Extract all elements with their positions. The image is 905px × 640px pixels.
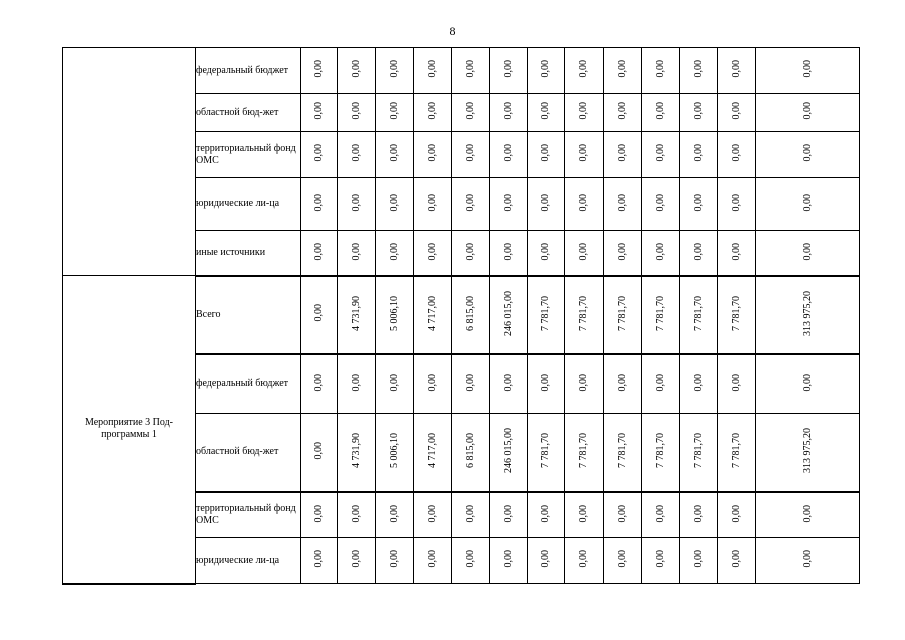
amount-cell (565, 132, 604, 178)
amount-cell (452, 414, 490, 492)
amount-cell (756, 414, 860, 492)
amount-value: 0,00 (654, 504, 666, 522)
amount-cell (301, 414, 338, 492)
amount-value: 0,00 (578, 193, 589, 212)
amount-value: 313 975,20 (801, 290, 813, 336)
amount-value: 0,00 (801, 504, 813, 522)
amount-cell (528, 132, 565, 178)
amount-cell (376, 48, 414, 94)
amount-cell (680, 354, 718, 414)
amount-cell (338, 276, 376, 354)
amount-cell (528, 276, 565, 354)
amount-cell (680, 94, 718, 132)
amount-value: 0,00 (578, 504, 589, 522)
amount-cell (642, 414, 680, 492)
amount-cell (718, 231, 756, 276)
amount-value: 0,00 (801, 550, 813, 568)
amount-cell (414, 132, 452, 178)
amount-cell (376, 538, 414, 584)
amount-value: 0,00 (730, 144, 742, 162)
amount-cell (528, 492, 565, 538)
amount-cell (565, 538, 604, 584)
amount-cell (414, 231, 452, 276)
amount-value: 0,00 (426, 193, 438, 212)
funding-source-cell: территориальный фонд ОМС (196, 132, 301, 178)
amount-cell (680, 276, 718, 354)
amount-cell (376, 354, 414, 414)
amount-cell (565, 48, 604, 94)
amount-cell (376, 276, 414, 354)
amount-value: 0,00 (313, 373, 324, 391)
amount-cell (604, 354, 642, 414)
amount-cell (414, 492, 452, 538)
amount-value: 0,00 (540, 550, 551, 568)
amount-cell (718, 94, 756, 132)
amount-cell (642, 354, 680, 414)
amount-value: 7 781,70 (654, 433, 666, 469)
amount-value: 0,00 (578, 242, 589, 260)
amount-value: 0,00 (426, 504, 438, 522)
amount-value: 0,00 (540, 102, 551, 120)
amount-value: 0,00 (801, 373, 813, 391)
amount-cell (642, 231, 680, 276)
amount-value: 5 006,10 (388, 295, 400, 331)
amount-cell (642, 492, 680, 538)
amount-value: 0,00 (464, 550, 476, 568)
amount-cell (565, 414, 604, 492)
amount-value: 0,00 (654, 550, 666, 568)
amount-cell (490, 354, 528, 414)
amount-cell (604, 48, 642, 94)
event-name-cell: Мероприятие 3 Под-программы 1 (63, 276, 196, 584)
amount-cell (565, 231, 604, 276)
amount-value: 0,00 (426, 373, 438, 391)
page-number: 8 (449, 24, 456, 38)
funding-source-cell: федеральный бюджет (196, 48, 301, 94)
amount-value: 0,00 (350, 193, 362, 212)
amount-cell (338, 48, 376, 94)
amount-value: 0,00 (426, 102, 438, 120)
amount-cell (301, 276, 338, 354)
amount-value: 0,00 (730, 504, 742, 522)
amount-value: 0,00 (388, 242, 400, 260)
amount-cell (301, 48, 338, 94)
amount-value: 4 731,90 (350, 433, 362, 469)
funding-source-cell: юридические ли-ца (196, 178, 301, 231)
amount-value: 0,00 (464, 373, 476, 391)
amount-value: 0,00 (502, 550, 514, 568)
amount-value: 0,00 (313, 550, 324, 568)
amount-cell (490, 231, 528, 276)
amount-cell (756, 354, 860, 414)
amount-cell (528, 354, 565, 414)
amount-value: 0,00 (578, 373, 589, 391)
amount-value: 0,00 (692, 504, 704, 522)
amount-value: 7 781,70 (692, 295, 704, 331)
amount-cell (301, 178, 338, 231)
amount-cell (565, 178, 604, 231)
amount-cell (301, 354, 338, 414)
amount-cell (756, 492, 860, 538)
amount-value: 0,00 (730, 193, 742, 212)
amount-value: 6 815,00 (464, 295, 476, 331)
amount-value: 0,00 (578, 144, 589, 162)
amount-cell (528, 414, 565, 492)
amount-value: 7 781,70 (730, 295, 742, 331)
amount-value: 0,00 (540, 60, 551, 78)
amount-cell (528, 48, 565, 94)
amount-value: 0,00 (692, 242, 704, 260)
amount-cell (565, 492, 604, 538)
amount-value: 0,00 (350, 373, 362, 391)
amount-cell (680, 178, 718, 231)
amount-cell (452, 354, 490, 414)
amount-cell (301, 132, 338, 178)
amount-value: 0,00 (654, 373, 666, 391)
amount-cell (452, 94, 490, 132)
amount-value: 0,00 (801, 144, 813, 162)
amount-value: 0,00 (426, 60, 438, 78)
funding-source-cell: территориальный фонд ОМС (196, 492, 301, 538)
amount-value: 0,00 (616, 102, 628, 120)
amount-value: 0,00 (313, 60, 324, 78)
amount-value: 0,00 (350, 242, 362, 260)
amount-value: 0,00 (540, 373, 551, 391)
amount-cell (490, 276, 528, 354)
amount-cell (680, 414, 718, 492)
amount-cell (642, 94, 680, 132)
amount-value: 246 015,00 (502, 428, 514, 474)
amount-value: 0,00 (616, 504, 628, 522)
amount-value: 0,00 (313, 242, 324, 260)
amount-cell (756, 94, 860, 132)
amount-value: 0,00 (692, 373, 704, 391)
amount-value: 0,00 (350, 504, 362, 522)
amount-value: 0,00 (313, 442, 324, 460)
amount-value: 0,00 (801, 242, 813, 260)
event-name-cell (63, 48, 196, 276)
amount-value: 0,00 (313, 102, 324, 120)
amount-value: 7 781,70 (578, 295, 589, 331)
amount-cell (604, 414, 642, 492)
amount-cell (642, 538, 680, 584)
amount-value: 0,00 (654, 144, 666, 162)
amount-cell (604, 231, 642, 276)
amount-value: 0,00 (540, 242, 551, 260)
funding-source-cell: иные источники (196, 231, 301, 276)
amount-value: 4 731,90 (350, 295, 362, 331)
amount-value: 0,00 (730, 102, 742, 120)
amount-value: 0,00 (388, 193, 400, 212)
amount-value: 0,00 (502, 102, 514, 120)
amount-cell (338, 94, 376, 132)
amount-value: 0,00 (730, 373, 742, 391)
amount-cell (565, 94, 604, 132)
amount-value: 0,00 (388, 550, 400, 568)
amount-value: 0,00 (388, 373, 400, 391)
amount-cell (756, 132, 860, 178)
amount-value: 6 815,00 (464, 433, 476, 469)
amount-cell (414, 414, 452, 492)
amount-cell (565, 276, 604, 354)
amount-value: 0,00 (654, 60, 666, 78)
amount-value: 246 015,00 (502, 290, 514, 336)
amount-cell (642, 48, 680, 94)
amount-value: 0,00 (801, 60, 813, 78)
amount-cell (452, 492, 490, 538)
amount-cell (642, 276, 680, 354)
amount-cell (490, 48, 528, 94)
amount-cell (756, 276, 860, 354)
funding-source-cell: федеральный бюджет (196, 354, 301, 414)
amount-cell (756, 178, 860, 231)
amount-cell (718, 132, 756, 178)
amount-cell (452, 276, 490, 354)
funding-source-cell: Всего (196, 276, 301, 354)
amount-value: 0,00 (350, 550, 362, 568)
funding-source-cell: областной бюд-жет (196, 94, 301, 132)
amount-cell (756, 538, 860, 584)
amount-cell (490, 492, 528, 538)
amount-cell (528, 231, 565, 276)
amount-value: 0,00 (426, 144, 438, 162)
amount-value: 0,00 (540, 504, 551, 522)
amount-value: 0,00 (801, 102, 813, 120)
amount-value: 0,00 (350, 60, 362, 78)
amount-value: 7 781,70 (654, 295, 666, 331)
amount-value: 0,00 (692, 60, 704, 78)
amount-cell (338, 178, 376, 231)
amount-value: 0,00 (313, 193, 324, 212)
amount-value: 0,00 (350, 102, 362, 120)
amount-value: 0,00 (730, 60, 742, 78)
amount-cell (565, 354, 604, 414)
amount-cell (414, 354, 452, 414)
amount-value: 5 006,10 (388, 433, 400, 469)
amount-cell (604, 132, 642, 178)
amount-cell (490, 178, 528, 231)
amount-value: 0,00 (388, 504, 400, 522)
amount-cell (301, 538, 338, 584)
amount-value: 0,00 (578, 102, 589, 120)
amount-cell (338, 132, 376, 178)
funding-source-cell: областной бюд-жет (196, 414, 301, 492)
amount-cell (718, 538, 756, 584)
amount-cell (680, 538, 718, 584)
table-row (63, 48, 860, 94)
amount-cell (756, 231, 860, 276)
amount-value: 0,00 (616, 144, 628, 162)
amount-value: 0,00 (464, 102, 476, 120)
amount-value: 0,00 (502, 504, 514, 522)
amount-value: 7 781,70 (730, 433, 742, 469)
amount-value: 0,00 (578, 550, 589, 568)
amount-cell (452, 132, 490, 178)
amount-value: 0,00 (654, 193, 666, 212)
amount-cell (490, 94, 528, 132)
amount-cell (338, 492, 376, 538)
amount-cell (604, 276, 642, 354)
amount-value: 0,00 (502, 144, 514, 162)
amount-value: 0,00 (540, 144, 551, 162)
amount-value: 0,00 (313, 144, 324, 162)
amount-cell (490, 538, 528, 584)
amount-cell (680, 48, 718, 94)
amount-cell (338, 354, 376, 414)
amount-value: 0,00 (313, 504, 324, 522)
amount-value: 0,00 (616, 60, 628, 78)
amount-cell (376, 414, 414, 492)
amount-value: 0,00 (464, 504, 476, 522)
amount-value: 0,00 (801, 193, 813, 212)
amount-cell (301, 231, 338, 276)
amount-value: 0,00 (313, 304, 324, 322)
amount-cell (452, 48, 490, 94)
amount-value: 0,00 (388, 102, 400, 120)
amount-value: 7 781,70 (578, 433, 589, 469)
amount-value: 0,00 (540, 193, 551, 212)
amount-cell (338, 231, 376, 276)
amount-value: 0,00 (692, 193, 704, 212)
funding-source-cell: юридические ли-ца (196, 538, 301, 584)
amount-cell (376, 178, 414, 231)
amount-cell (604, 178, 642, 231)
amount-value: 0,00 (502, 60, 514, 78)
amount-value: 0,00 (578, 60, 589, 78)
amount-value: 0,00 (388, 60, 400, 78)
amount-cell (718, 48, 756, 94)
amount-cell (414, 178, 452, 231)
amount-value: 0,00 (502, 242, 514, 260)
amount-value: 7 781,70 (692, 433, 704, 469)
amount-value: 7 781,70 (616, 295, 628, 331)
amount-value: 0,00 (654, 242, 666, 260)
amount-value: 0,00 (388, 144, 400, 162)
amount-value: 0,00 (616, 550, 628, 568)
amount-cell (718, 492, 756, 538)
amount-value: 0,00 (350, 144, 362, 162)
amount-cell (718, 414, 756, 492)
amount-value: 0,00 (464, 193, 476, 212)
amount-value: 4 717,00 (426, 295, 438, 331)
amount-cell (490, 132, 528, 178)
amount-value: 0,00 (502, 193, 514, 212)
amount-value: 0,00 (426, 550, 438, 568)
amount-value: 0,00 (692, 550, 704, 568)
amount-cell (376, 231, 414, 276)
amount-cell (604, 492, 642, 538)
amount-cell (338, 414, 376, 492)
amount-cell (414, 94, 452, 132)
amount-value: 7 781,70 (540, 295, 551, 331)
amount-value: 0,00 (730, 550, 742, 568)
amount-cell (452, 538, 490, 584)
amount-cell (414, 538, 452, 584)
amount-value: 0,00 (616, 242, 628, 260)
amount-cell (452, 178, 490, 231)
amount-cell (376, 132, 414, 178)
amount-cell (680, 231, 718, 276)
amount-value: 0,00 (464, 242, 476, 260)
table-row (63, 276, 860, 354)
amount-cell (718, 276, 756, 354)
amount-cell (301, 94, 338, 132)
amount-value: 0,00 (692, 102, 704, 120)
amount-cell (756, 48, 860, 94)
amount-value: 0,00 (464, 144, 476, 162)
amount-value: 0,00 (692, 144, 704, 162)
amount-cell (642, 132, 680, 178)
amount-value: 0,00 (616, 373, 628, 391)
amount-cell (452, 231, 490, 276)
amount-cell (718, 354, 756, 414)
amount-value: 7 781,70 (540, 433, 551, 469)
amount-cell (604, 94, 642, 132)
amount-cell (490, 414, 528, 492)
amount-value: 4 717,00 (426, 433, 438, 469)
amount-cell (301, 492, 338, 538)
amount-cell (528, 178, 565, 231)
amount-value: 313 975,20 (801, 428, 813, 474)
amount-cell (604, 538, 642, 584)
amount-cell (376, 492, 414, 538)
amount-cell (718, 178, 756, 231)
amount-value: 0,00 (730, 242, 742, 260)
amount-value: 0,00 (464, 60, 476, 78)
amount-value: 7 781,70 (616, 433, 628, 469)
amount-value: 0,00 (502, 373, 514, 391)
amount-cell (680, 492, 718, 538)
amount-value: 0,00 (426, 242, 438, 260)
amount-cell (642, 178, 680, 231)
amount-cell (376, 94, 414, 132)
amount-cell (528, 94, 565, 132)
amount-cell (680, 132, 718, 178)
amount-cell (414, 48, 452, 94)
amount-cell (528, 538, 565, 584)
amount-value: 0,00 (616, 193, 628, 212)
amount-cell (414, 276, 452, 354)
amount-cell (338, 538, 376, 584)
amount-value: 0,00 (654, 102, 666, 120)
budget-table (62, 47, 860, 585)
